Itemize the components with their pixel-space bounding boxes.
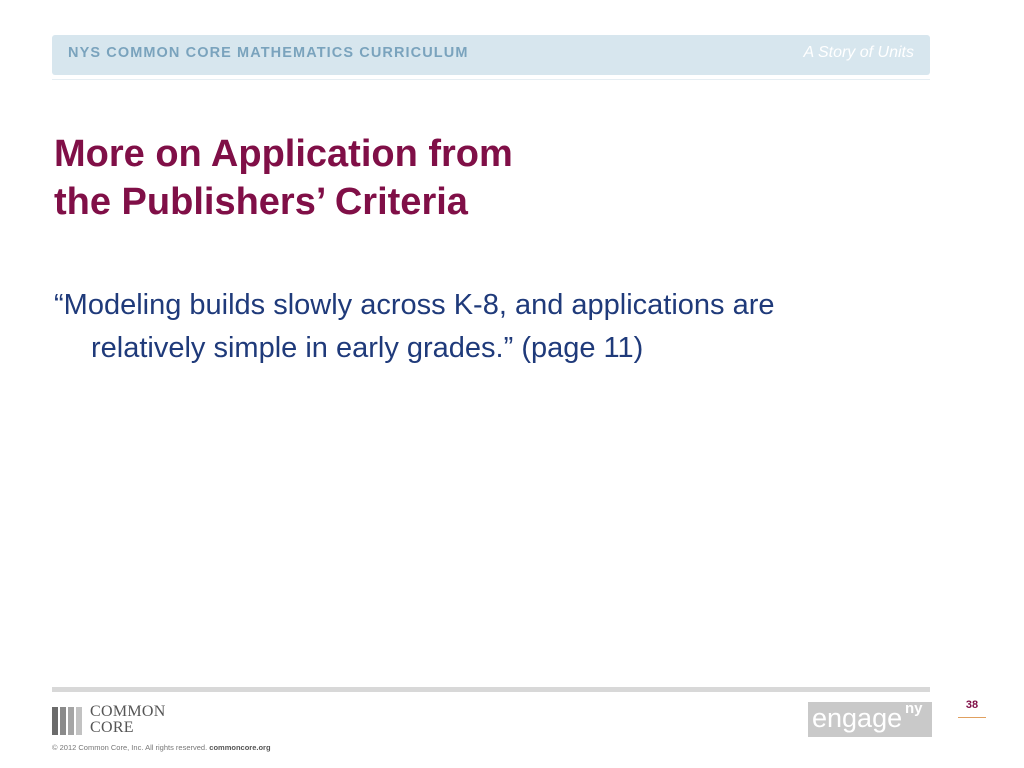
slide-title-line-2: the Publishers’ Criteria — [54, 181, 468, 223]
footer-divider — [52, 687, 930, 692]
slide-title-line-1: More on Application from — [54, 133, 513, 175]
series-title: A Story of Units — [803, 44, 914, 61]
header-divider — [52, 79, 930, 80]
page-number: 38 — [965, 699, 979, 711]
curriculum-title: NYS COMMON CORE MATHEMATICS CURRICULUM — [68, 45, 469, 61]
common-core-wordmark-line-1: COMMON — [90, 703, 166, 720]
engageny-logo — [808, 702, 932, 737]
engageny-superscript: ny — [905, 700, 923, 717]
common-core-wordmark-line-2: CORE — [90, 719, 134, 736]
quote-line-1: “Modeling builds slowly across K-8, and applications are — [54, 289, 775, 321]
page-number-underline — [958, 717, 986, 718]
quote-line-2: relatively simple in early grades.” (page 11) — [91, 332, 644, 364]
curriculum-header-bar — [52, 35, 930, 75]
common-core-wordmark — [90, 704, 166, 736]
engageny-wordmark: engage — [812, 703, 903, 733]
copyright-text: © 2012 Common Core, Inc. All rights reserved. — [52, 743, 208, 752]
slide-title — [54, 130, 914, 226]
copyright-link[interactable]: commoncore.org — [209, 743, 271, 752]
common-core-logo — [52, 704, 192, 738]
copyright-notice — [52, 743, 271, 752]
common-core-bars-icon — [52, 707, 84, 735]
quote-paragraph — [54, 284, 974, 370]
